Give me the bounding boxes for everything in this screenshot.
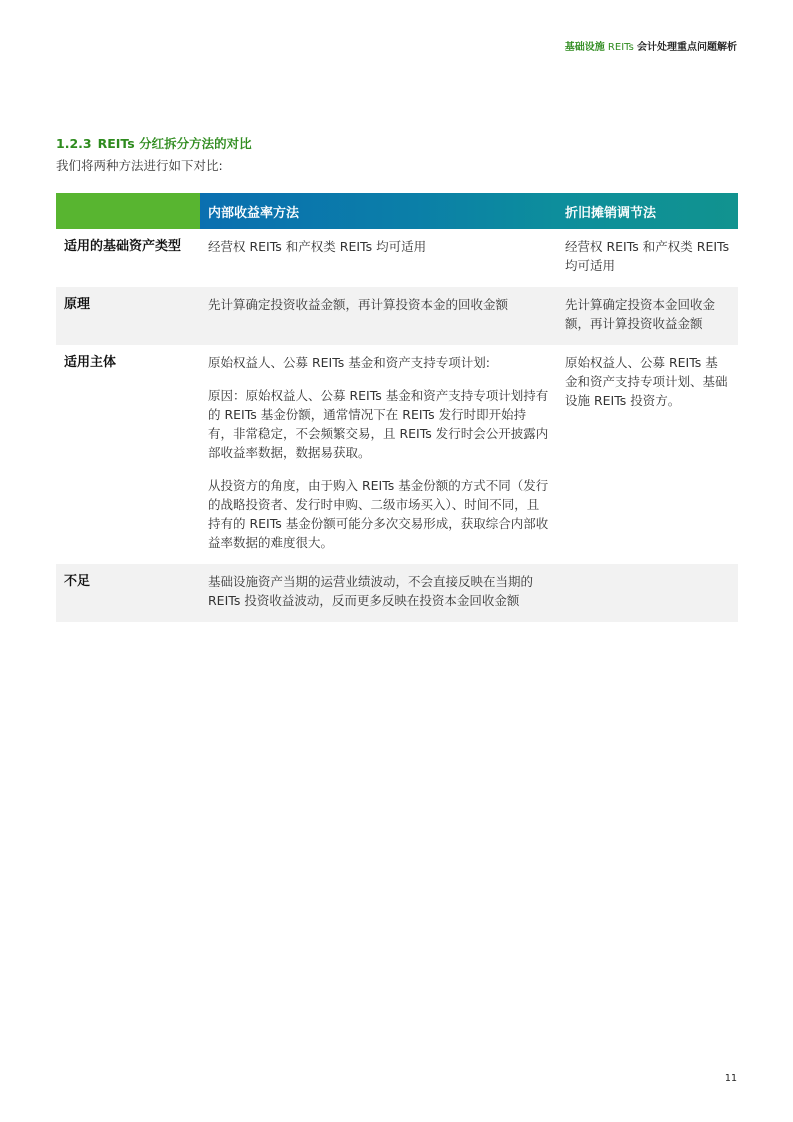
row-label: 适用的基础资产类型 <box>64 239 182 254</box>
row-label: 适用主体 <box>64 355 117 370</box>
table-header-row <box>56 193 738 229</box>
intro-text: 我们将两种方法进行如下对比: <box>56 158 223 173</box>
depreciation-cell <box>557 564 738 622</box>
header-cell-depreciation-method: 折旧摊销调节法 <box>557 193 738 229</box>
irr-paragraph: 经营权 REITs 和产权类 REITs 均可适用 <box>208 239 427 254</box>
section-title-text: REITs 分红拆分方法的对比 <box>97 136 252 151</box>
irr-paragraph: 原因：原始权益人、公募 REITs 基金和资产支持专项计划持有的 REITs 基金份额，通常情况下在 REITs 发行时即开始持有，非常稳定，不会频繁交易，且 REITs 发行时会公开披露内部收益率数据，数据易获取。 <box>208 388 549 460</box>
depreciation-cell: 原始权益人、公募 REITs 基金和资产支持专项计划、基础设施 REITs 投资方。 <box>565 355 728 408</box>
depreciation-cell: 先计算确定投资本金回收金额，再计算投资收益金额 <box>557 287 738 345</box>
running-header <box>565 38 737 53</box>
table-row <box>56 287 738 345</box>
irr-paragraph: 原始权益人、公募 REITs 基金和资产支持专项计划: <box>208 355 491 370</box>
table-row <box>56 564 738 622</box>
header-part-b: REITs <box>604 42 637 53</box>
table-row <box>56 229 738 287</box>
irr-paragraph: 基础设施资产当期的运营业绩波动，不会直接反映在当期的 REITs 投资收益波动，反而更多反映在投资本金回收金额 <box>208 574 534 608</box>
header-part-c: 会计处理重点问题解析 <box>637 42 737 53</box>
irr-cell <box>200 229 557 287</box>
irr-cell <box>200 345 557 564</box>
table-row <box>56 345 738 564</box>
row-label: 不足 <box>56 564 200 622</box>
irr-paragraph: 先计算确定投资收益金额，再计算投资本金的回收金额 <box>208 297 509 312</box>
page-number: 11 <box>724 1073 737 1084</box>
section-number: 1.2.3 <box>56 136 92 151</box>
header-cell-blank <box>56 193 200 229</box>
header-cell-irr-method: 内部收益率方法 <box>200 193 557 229</box>
irr-paragraph: 从投资方的角度，由于购入 REITs 基金份额的方式不同（发行的战略投资者、发行时申购、二级市场买入）、时间不同，且持有的 REITs 基金份额可能分多次交易形成，获取综合内部收益率数据的难度很大。 <box>208 478 549 550</box>
header-part-a: 基础设施 <box>564 42 605 53</box>
irr-cell <box>200 564 557 622</box>
section-title <box>56 134 252 152</box>
depreciation-cell: 经营权 REITs 和产权类 REITs 均可适用 <box>565 239 730 273</box>
comparison-table <box>56 193 738 622</box>
irr-cell <box>200 287 557 345</box>
row-label: 原理 <box>56 287 200 345</box>
